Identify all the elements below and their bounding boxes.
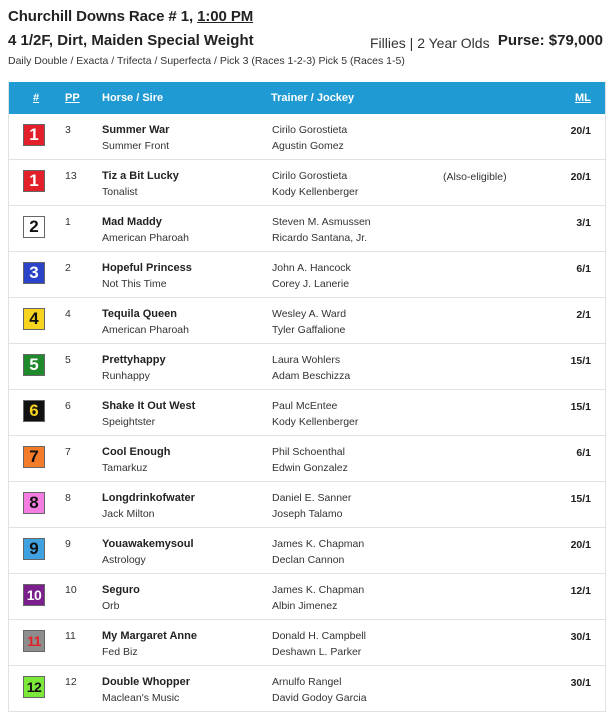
jockey-name: Kody Kellenberger bbox=[272, 416, 359, 428]
table-row[interactable] bbox=[9, 666, 605, 712]
table-row[interactable] bbox=[9, 482, 605, 528]
jockey-name: Ricardo Santana, Jr. bbox=[272, 232, 368, 244]
sire-name: Runhappy bbox=[102, 370, 150, 382]
jockey-name: Corey J. Lanerie bbox=[272, 278, 350, 290]
table-body bbox=[9, 114, 605, 712]
trainer-name: Phil Schoenthal bbox=[272, 446, 345, 458]
horse-name[interactable]: Shake It Out West bbox=[102, 400, 196, 412]
race-purse: Purse: $79,000 bbox=[497, 32, 603, 49]
table-row[interactable] bbox=[9, 206, 605, 252]
trainer-name: Cirilo Gorostieta bbox=[272, 124, 348, 136]
table-header bbox=[9, 82, 605, 114]
horse-name[interactable]: Double Whopper bbox=[102, 676, 190, 688]
morning-line-odds: 2/1 bbox=[576, 309, 591, 321]
morning-line-odds: 20/1 bbox=[570, 125, 591, 137]
morning-line-odds: 15/1 bbox=[570, 355, 591, 367]
post-position: 7 bbox=[65, 446, 71, 458]
race-conditions: 4 1/2F, Dirt, Maiden Special Weight bbox=[8, 32, 254, 49]
program-number-badge: 3 bbox=[23, 262, 45, 284]
table-row[interactable] bbox=[9, 528, 605, 574]
wager-types: Daily Double / Exacta / Trifecta / Superfecta / Pick 3 (Races 1-2-3) Pick 5 (Races 1-5) bbox=[8, 55, 405, 67]
jockey-name: Kody Kellenberger bbox=[272, 186, 359, 198]
morning-line-odds: 6/1 bbox=[576, 447, 591, 459]
program-number-badge: 10 bbox=[23, 584, 45, 606]
header-program-number[interactable]: # bbox=[33, 92, 40, 104]
trainer-name: Paul McEntee bbox=[272, 400, 338, 412]
jockey-name: Agustin Gomez bbox=[272, 140, 344, 152]
jockey-name: Joseph Talamo bbox=[272, 508, 343, 520]
horse-name[interactable]: Tequila Queen bbox=[102, 308, 177, 320]
jockey-name: Tyler Gaffalione bbox=[272, 324, 346, 336]
race-title bbox=[8, 8, 253, 25]
table-row[interactable] bbox=[9, 114, 605, 160]
table-row[interactable] bbox=[9, 252, 605, 298]
table-row[interactable] bbox=[9, 160, 605, 206]
post-position: 3 bbox=[65, 124, 71, 136]
morning-line-odds: 20/1 bbox=[570, 539, 591, 551]
morning-line-odds: 12/1 bbox=[570, 585, 591, 597]
race-title-prefix: Churchill Downs Race # 1, bbox=[8, 8, 198, 25]
program-number-badge: 5 bbox=[23, 354, 45, 376]
program-number-badge: 2 bbox=[23, 216, 45, 238]
post-position: 4 bbox=[65, 308, 71, 320]
horse-name[interactable]: Prettyhappy bbox=[102, 354, 166, 366]
post-position: 12 bbox=[65, 676, 77, 688]
trainer-name: Cirilo Gorostieta bbox=[272, 170, 348, 182]
sire-name: Astrology bbox=[102, 554, 146, 566]
jockey-name: Adam Beschizza bbox=[272, 370, 351, 382]
horse-name[interactable]: Seguro bbox=[102, 584, 140, 596]
header-trainer-jockey: Trainer / Jockey bbox=[271, 92, 355, 104]
horse-name[interactable]: Longdrinkofwater bbox=[102, 492, 195, 504]
trainer-name: Daniel E. Sanner bbox=[272, 492, 352, 504]
header-post-position[interactable]: PP bbox=[65, 92, 80, 104]
table-row[interactable] bbox=[9, 298, 605, 344]
post-position: 1 bbox=[65, 216, 71, 228]
trainer-name: James K. Chapman bbox=[272, 538, 365, 550]
also-eligible-note: (Also-eligible) bbox=[443, 171, 507, 183]
program-number-badge: 12 bbox=[23, 676, 45, 698]
post-position: 11 bbox=[65, 630, 76, 642]
header-horse-sire: Horse / Sire bbox=[102, 92, 164, 104]
program-number-badge: 1 bbox=[23, 124, 45, 146]
program-number-badge: 11 bbox=[23, 630, 45, 652]
sire-name: Summer Front bbox=[102, 140, 170, 152]
horse-name[interactable]: My Margaret Anne bbox=[102, 630, 197, 642]
program-number-badge: 7 bbox=[23, 446, 45, 468]
program-number-badge: 1 bbox=[23, 170, 45, 192]
trainer-name: James K. Chapman bbox=[272, 584, 365, 596]
post-position: 9 bbox=[65, 538, 71, 550]
horse-name[interactable]: Mad Maddy bbox=[102, 216, 162, 228]
morning-line-odds: 30/1 bbox=[570, 677, 591, 689]
sire-name: Orb bbox=[102, 600, 120, 612]
program-number-badge: 6 bbox=[23, 400, 45, 422]
horse-name[interactable]: Youawakemysoul bbox=[102, 538, 194, 550]
horse-name[interactable]: Hopeful Princess bbox=[102, 262, 192, 274]
trainer-name: Wesley A. Ward bbox=[272, 308, 347, 320]
table-row[interactable] bbox=[9, 620, 605, 666]
program-number-badge: 8 bbox=[23, 492, 45, 514]
trainer-name: Arnulfo Rangel bbox=[272, 676, 342, 688]
table-row[interactable] bbox=[9, 436, 605, 482]
horse-name[interactable]: Tiz a Bit Lucky bbox=[102, 170, 179, 182]
sire-name: Speightster bbox=[102, 416, 156, 428]
post-position: 2 bbox=[65, 262, 71, 274]
trainer-name: Steven M. Asmussen bbox=[272, 216, 371, 228]
table-row[interactable] bbox=[9, 574, 605, 620]
post-position: 10 bbox=[65, 584, 77, 596]
header-morning-line[interactable]: ML bbox=[575, 92, 591, 104]
sire-name: Tonalist bbox=[102, 186, 138, 198]
trainer-name: Donald H. Campbell bbox=[272, 630, 366, 642]
sire-name: Tamarkuz bbox=[102, 462, 148, 474]
jockey-name: Declan Cannon bbox=[272, 554, 345, 566]
horse-name[interactable]: Cool Enough bbox=[102, 446, 171, 458]
sire-name: Maclean's Music bbox=[102, 692, 180, 704]
morning-line-odds: 20/1 bbox=[570, 171, 591, 183]
sire-name: American Pharoah bbox=[102, 232, 189, 244]
jockey-name: David Godoy Garcia bbox=[272, 692, 367, 704]
jockey-name: Deshawn L. Parker bbox=[272, 646, 362, 658]
morning-line-odds: 30/1 bbox=[570, 631, 591, 643]
trainer-name: Laura Wohlers bbox=[272, 354, 341, 366]
trainer-name: John A. Hancock bbox=[272, 262, 351, 274]
post-position: 5 bbox=[65, 354, 71, 366]
race-class: Fillies | 2 Year Olds bbox=[370, 35, 490, 51]
post-position: 13 bbox=[65, 170, 77, 182]
program-number-badge: 4 bbox=[23, 308, 45, 330]
sire-name: Jack Milton bbox=[102, 508, 155, 520]
sire-name: Fed Biz bbox=[102, 646, 138, 658]
morning-line-odds: 15/1 bbox=[570, 493, 591, 505]
entries-table bbox=[8, 82, 606, 712]
table-row[interactable] bbox=[9, 390, 605, 436]
sire-name: Not This Time bbox=[102, 278, 167, 290]
post-position: 6 bbox=[65, 400, 71, 412]
program-number-badge: 9 bbox=[23, 538, 45, 560]
jockey-name: Albin Jimenez bbox=[272, 600, 338, 612]
post-position: 8 bbox=[65, 492, 71, 504]
jockey-name: Edwin Gonzalez bbox=[272, 462, 348, 474]
post-time-link[interactable]: 1:00 PM bbox=[197, 8, 254, 25]
morning-line-odds: 6/1 bbox=[576, 263, 591, 275]
morning-line-odds: 3/1 bbox=[576, 217, 591, 229]
sire-name: American Pharoah bbox=[102, 324, 189, 336]
morning-line-odds: 15/1 bbox=[570, 401, 591, 413]
table-row[interactable] bbox=[9, 344, 605, 390]
horse-name[interactable]: Summer War bbox=[102, 124, 170, 136]
